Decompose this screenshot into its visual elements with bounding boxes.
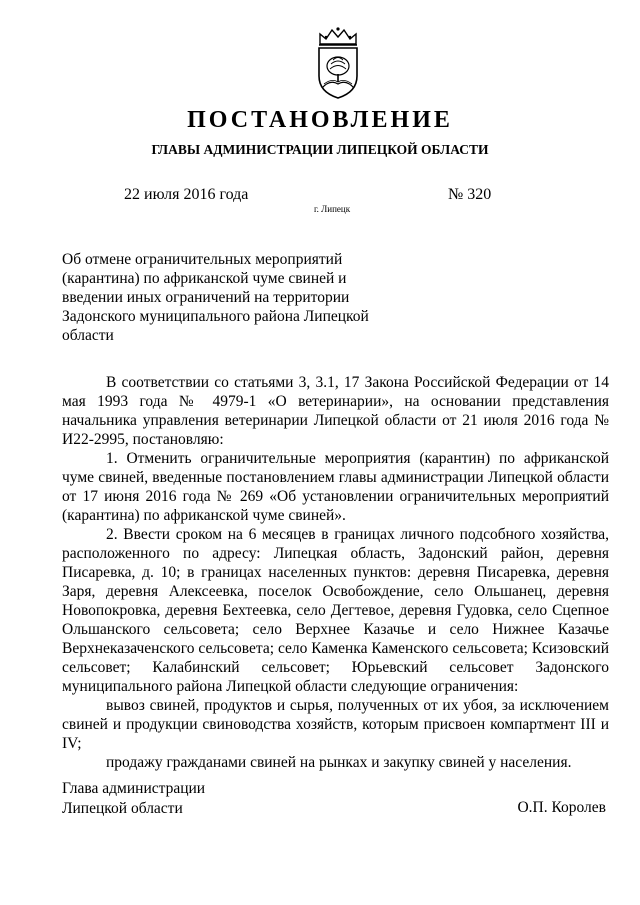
signature-position-line2: Липецкой области xyxy=(62,800,183,817)
paragraph-restriction-2: продажу гражданами свиней на рынках и закупку свиней у населения. xyxy=(106,754,572,771)
document-city: г. Липецк xyxy=(314,204,351,214)
signature-name: О.П. Королев xyxy=(517,799,606,816)
document-subtitle: ГЛАВЫ АДМИНИСТРАЦИИ ЛИПЕЦКОЙ ОБЛАСТИ xyxy=(151,142,489,157)
document-body xyxy=(62,373,609,772)
paragraph-item-2: 2. Ввести сроком на 6 месяцев в границах личного подсобного хозяйства, расположенного по адресу: Липецкая область, Задонский район, деревня Писаревка, д. 10; в границах населенных пунктов: деревня Писаревка, деревня Заря, деревня Алексеевка, поселок Освобождение, село Ольшанец, деревня Новопокровка, деревня Бехтеевка, село Дегтевое, деревня Гудовка, село Сцепное Ольшанского сельсовета; село Верхнее Казачье и село Нижнее Казачье Верхнеказаченского сельсовета; село Каменка Каменского сельсовета; Ксизовский сельсовет; Калабинский сельсовет; Юрьевский сельсовет Задонского муниципального района Липецкой области следующие ограничения: xyxy=(62,526,609,695)
document-title: ПОСТАНОВЛЕНИЕ xyxy=(187,107,453,133)
paragraph-item-1: 1. Отменить ограничительные мероприятия (карантин) по африканской чуме свиней, введенные постановлением главы администрации Липецкой области от 17 июня 2016 года № 269 «Об установлении ограничительных мероприятий (карантина) по африканской чуме свиней». xyxy=(62,450,609,524)
paragraph-restriction-1: вывоз свиней, продуктов и сырья, полученных от их убоя, за исключением свиней и продукции свиноводства хозяйств, которым присвоен компартмент III и IV; xyxy=(62,697,609,752)
paragraph-preamble: В соответствии со статьями 3, 3.1, 17 Закона Российской Федерации от 14 мая 1993 года № 4979-1 «О ветеринарии», на основании представления начальника управления ветеринарии Липецкой области от 21 июля 2016 года № И22-2995, постановляю: xyxy=(62,374,609,448)
document-number: № 320 xyxy=(448,186,492,203)
coat-of-arms-icon xyxy=(306,24,370,100)
document-date: 22 июля 2016 года xyxy=(124,186,249,203)
signature-position xyxy=(62,779,205,819)
document-subject: Об отмене ограничительных мероприятий (карантина) по африканской чуме свиней и введении иных ограничений на территории Задонского муниципального района Липецкой области xyxy=(62,251,369,344)
signature-position-line1: Глава администрации xyxy=(62,780,206,797)
